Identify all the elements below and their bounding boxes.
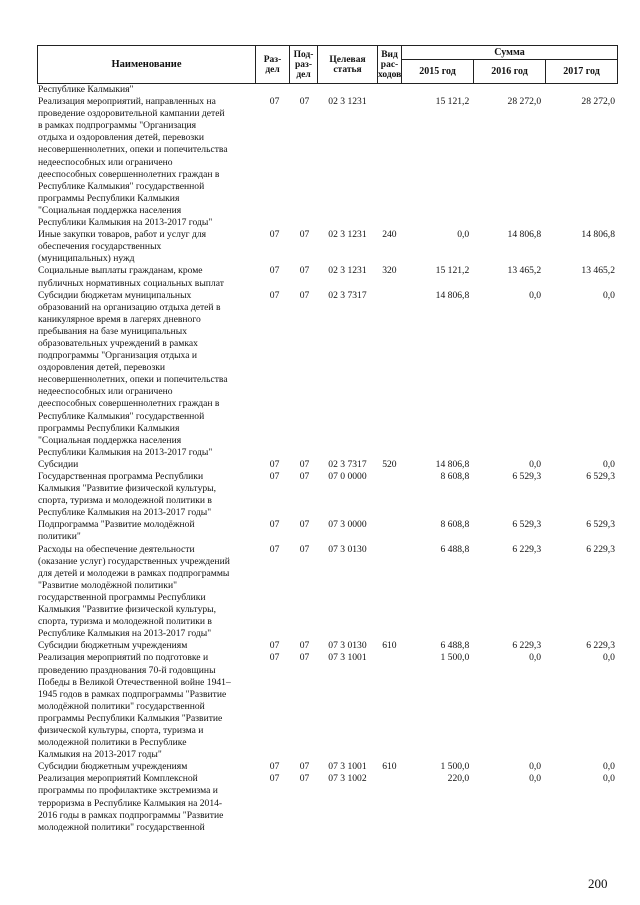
cell-name: Субсидии бюджетным учреждениям: [38, 640, 188, 652]
cell-target-article: 07 3 1002: [328, 773, 367, 785]
cell-expense-type: 240: [382, 229, 397, 241]
cell-expense-type: 610: [382, 640, 397, 652]
cell-podrazdel: 07: [299, 519, 310, 531]
page-number: 200: [588, 876, 608, 891]
cell-target-article: 02 3 1231: [328, 265, 367, 277]
cell-sum-2017: 0,0: [602, 761, 615, 773]
cell-target-article: 07 0 0000: [328, 471, 367, 482]
cell-sum-2016: 6 229,3: [512, 640, 542, 652]
cell-target-article: 07 3 0130: [328, 543, 367, 555]
table-row: [37, 519, 617, 543]
cell-sum-2017: 6 229,3: [586, 543, 615, 555]
cell-sum-2016: 6 529,3: [512, 471, 542, 482]
cell-sum-2017: 0,0: [602, 773, 615, 785]
cell-sum-2016: 6 529,3: [512, 519, 542, 531]
cell-expense-type: [377, 544, 401, 641]
header-sum: Сумма: [402, 46, 618, 60]
cell-name: Иные закупки товаров, работ и услуг для обеспечения государственных (муниципальных) нужд: [38, 229, 207, 265]
cell-expense-type: [377, 519, 401, 543]
table-row: [37, 761, 617, 773]
cell-podrazdel: 07: [299, 458, 310, 470]
cell-sum-2015: 220,0: [447, 773, 470, 785]
cell-sum-2015: 8 608,8: [440, 519, 470, 531]
cell-target-article: 07 3 1001: [328, 652, 367, 664]
cell-sum-2017: 0,0: [602, 289, 615, 301]
cell-razdel: 07: [269, 652, 280, 664]
cell-name: Подпрограмма "Развитие молодёжной политики": [38, 519, 195, 543]
cell-razdel: 07: [269, 640, 280, 652]
cell-expense-type: [377, 773, 401, 833]
cell-sum-2017: 6 529,3: [586, 519, 615, 531]
cell-razdel: 07: [269, 96, 280, 108]
cell-sum-2015: 14 806,8: [435, 458, 470, 470]
cell-podrazdel: [290, 84, 318, 96]
cell-expense-type: 610: [382, 761, 397, 773]
cell-sum-2016: 0,0: [529, 458, 542, 470]
cell-razdel: 07: [269, 519, 280, 531]
cell-name: Социальные выплаты гражданам, кроме публичных нормативных социальных выплат: [38, 265, 224, 289]
cell-target-article: 02 3 1231: [328, 229, 367, 241]
cell-sum-2017: 0,0: [602, 652, 615, 664]
table-row: [37, 290, 617, 459]
cell-razdel: 07: [269, 761, 280, 773]
cell-name: Реализация мероприятий Комплексной программы по профилактике экстремизма и терроризма в Республике Калмыкия на 2014- 2016 годы в рамках подпрограммы "Развитие молодежной политики" государственной: [38, 773, 224, 833]
header-expense-type: Вид рас- ходов: [378, 46, 402, 84]
cell-name: Расходы на обеспечение деятельности (оказание услуг) государственных учреждений для детей и молодежи в рамках подпрограммы "Развитие молодёжной политики" государственной программы Республики Калмыкия "Развитие физической культуры, спорта, туризма и молодежной политики в Республике Калмыкия на 2013-2017 годы": [38, 543, 230, 640]
cell-podrazdel: 07: [299, 265, 310, 277]
table-row: [37, 96, 617, 229]
cell-podrazdel: 07: [299, 543, 310, 555]
table-row: [37, 640, 617, 652]
cell-sum-2015: 15 121,2: [435, 265, 470, 277]
cell-razdel: 07: [269, 229, 280, 241]
cell-razdel: 07: [269, 543, 280, 555]
cell-expense-type: [377, 290, 401, 459]
cell-target-article: 07 3 0130: [328, 640, 367, 652]
cell-target-article: 02 3 7317: [328, 289, 367, 301]
table-header: [37, 45, 618, 84]
cell-podrazdel: 07: [299, 471, 310, 482]
cell-sum-2017: 13 465,2: [581, 265, 615, 277]
cell-podrazdel: 07: [299, 652, 310, 664]
cell-sum-2016: 0,0: [529, 773, 542, 785]
cell-sum-2017: 14 806,8: [581, 229, 615, 241]
cell-sum-2017: 6 229,3: [586, 640, 615, 652]
cell-sum-2015: [401, 84, 473, 96]
header-year-2015: 2015 год: [402, 60, 474, 84]
cell-expense-type: 520: [382, 458, 397, 470]
cell-razdel: [256, 84, 290, 96]
cell-target-article: 02 3 1231: [328, 96, 367, 108]
cell-sum-2015: 8 608,8: [440, 471, 470, 482]
cell-sum-2016: 14 806,8: [507, 229, 542, 241]
table-body: [37, 84, 617, 834]
cell-razdel: 07: [269, 289, 280, 301]
cell-sum-2016: 13 465,2: [507, 265, 542, 277]
cell-expense-type: [377, 471, 401, 519]
table-row: [37, 652, 617, 761]
cell-expense-type: [377, 84, 401, 96]
table-row: [37, 544, 617, 641]
cell-expense-type: [377, 96, 401, 229]
cell-target-article: 02 3 7317: [328, 458, 367, 470]
table-row: [37, 229, 617, 265]
cell-name: Реализация мероприятий по подготовке и проведению празднования 70-й годовщины Победы в Великой Отечественной войне 1941– 1945 годов в рамках подпрограммы "Развитие молодёжной политики" государственной программы Республики Калмыкия "Развитие физической культуры, спорта, туризма и молодежной политики в Республике Калмыкия на 2013-2017 годы": [38, 652, 231, 761]
cell-razdel: 07: [269, 265, 280, 277]
cell-podrazdel: 07: [299, 773, 310, 785]
cell-sum-2015: 15 121,2: [435, 96, 470, 108]
cell-razdel: 07: [269, 773, 280, 785]
cell-name: Республике Калмыкия": [38, 84, 134, 95]
table-row: [37, 773, 617, 833]
cell-podrazdel: 07: [299, 289, 310, 301]
cell-podrazdel: 07: [299, 229, 310, 241]
cell-sum-2017: 6 529,3: [586, 471, 615, 482]
cell-name: Государственная программа Республики Калмыкия "Развитие физической культуры, спорта, туризма и молодежной политики в Республике Калмыкия на 2013-2017 годы": [38, 471, 217, 519]
header-year-2017: 2017 год: [546, 60, 618, 84]
header-razdel: Раз- дел: [256, 46, 290, 84]
cell-podrazdel: 07: [299, 96, 310, 108]
cell-name: Субсидии бюджетам муниципальных образований на организацию отдыха детей в каникулярное время в лагерях дневного пребывания на базе муниципальных образовательных учреждений в рамках подпрограммы "Организация отдыха и оздоровления детей, перевозки несовершеннолетних, опеки и попечительства недееспособных или ограничено дееспособных совершеннолетних граждан в Республике Калмыкия" государственной программы Республики Калмыкия "Социальная поддержка населения Республики Калмыкия на 2013-2017 годы": [38, 289, 228, 458]
cell-name: Реализация мероприятий, направленных на проведение оздоровительной кампании детей в рамках подпрограммы "Организация отдыха и оздоровления детей, перевозки несовершеннолетних, опеки и попечительства недееспособных или ограничено дееспособных совершеннолетних граждан в Республике Калмыкия" государственной программы Республики Калмыкия "Социальная поддержка населения Республики Калмыкия на 2013-2017 годы": [38, 96, 228, 229]
cell-sum-2015: 6 488,8: [440, 640, 470, 652]
header-year-2016: 2016 год: [474, 60, 546, 84]
cell-sum-2016: 28 272,0: [507, 96, 542, 108]
cell-podrazdel: 07: [299, 640, 310, 652]
header-name: Наименование: [38, 46, 256, 84]
cell-sum-2016: 6 229,3: [512, 543, 542, 555]
cell-sum-2015: 0,0: [457, 229, 470, 241]
cell-target-article: 07 3 1001: [328, 761, 367, 773]
cell-sum-2015: 1 500,0: [440, 761, 470, 773]
cell-expense-type: [377, 652, 401, 761]
cell-razdel: 07: [269, 471, 280, 482]
cell-sum-2016: 0,0: [529, 761, 542, 773]
cell-expense-type: 320: [382, 265, 397, 277]
cell-sum-2016: [473, 84, 545, 96]
table-row: [37, 459, 617, 471]
cell-target-article: 07 3 0000: [328, 519, 367, 531]
table-row: [37, 265, 617, 289]
cell-sum-2015: 14 806,8: [435, 289, 470, 301]
cell-sum-2017: [545, 84, 617, 96]
cell-name: Субсидии: [38, 458, 79, 470]
cell-name: Субсидии бюджетным учреждениям: [38, 761, 188, 773]
cell-sum-2016: 0,0: [529, 289, 542, 301]
cell-podrazdel: 07: [299, 761, 310, 773]
cell-sum-2017: 28 272,0: [581, 96, 615, 108]
cell-sum-2015: 6 488,8: [440, 543, 470, 555]
table-row: [37, 84, 617, 96]
cell-sum-2015: 1 500,0: [440, 652, 470, 664]
table-row: [37, 471, 617, 519]
header-target-article: Целевая статья: [318, 46, 378, 84]
cell-sum-2016: 0,0: [529, 652, 542, 664]
cell-sum-2017: 0,0: [602, 458, 615, 470]
cell-razdel: 07: [269, 458, 280, 470]
cell-target-article: [318, 84, 378, 96]
budget-table: [37, 45, 617, 834]
header-podrazdel: Под- раз- дел: [290, 46, 318, 84]
